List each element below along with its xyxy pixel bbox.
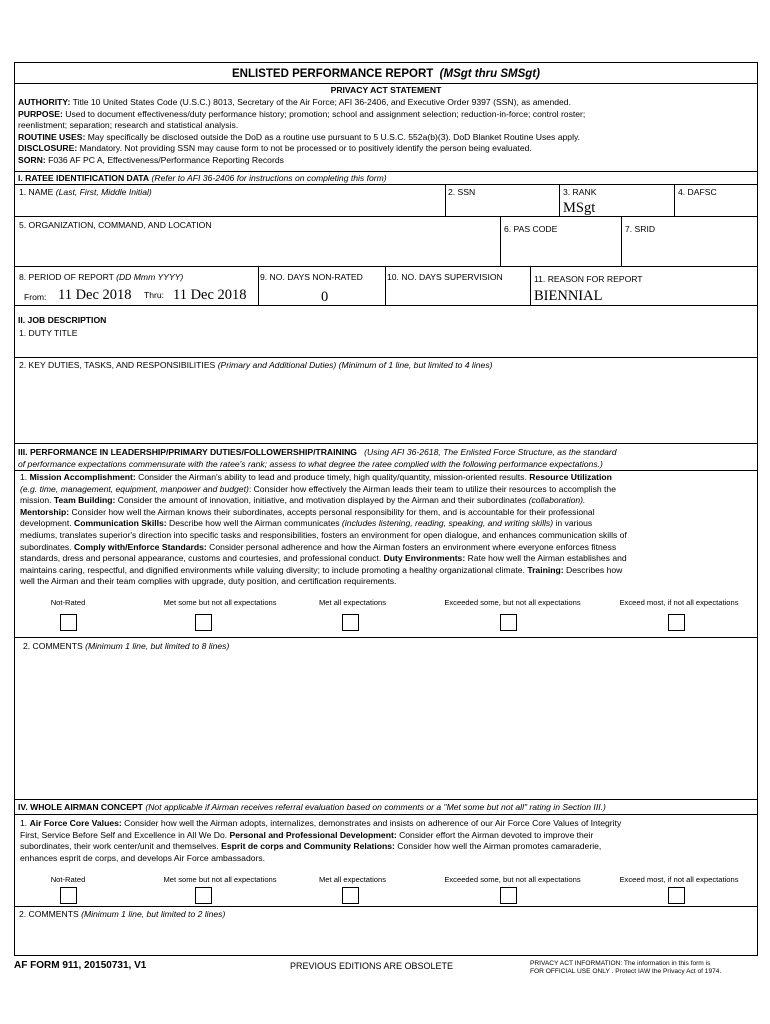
section-4-criteria-line: enhances esprit de corps, and develops Air Force ambassadors. xyxy=(20,852,266,863)
pas-code-label: 6. PAS CODE xyxy=(504,224,558,234)
section-3-criteria-line: standards, dress and personal appearance, customs and courtesies, and professional conduct. Duty Environments: Rate how well the Airman establishes and xyxy=(20,553,627,564)
rating-checkbox-exceed-most[interactable] xyxy=(668,887,685,904)
rating-label-exceeded-some: Exceeded some, but not all expectations xyxy=(444,598,581,607)
rating-checkbox-met-some[interactable] xyxy=(195,614,212,631)
privacy-act-statement xyxy=(15,85,757,165)
privacy-footer xyxy=(530,960,721,976)
non-rated-days-label: 9. NO. DAYS NON-RATED xyxy=(260,272,363,282)
section-3-criteria xyxy=(20,472,756,588)
rating-label-not-rated: Not-Rated xyxy=(50,875,86,884)
from-label: From: xyxy=(24,292,47,302)
rating-label-exceeded-some: Exceeded some, but not all expectations xyxy=(444,875,581,884)
dafsc-label: 4. DAFSC xyxy=(678,187,717,197)
rating-checkbox-met-some[interactable] xyxy=(195,887,212,904)
section-3-criteria-line: subordinates. Comply with/Enforce Standards: Consider personal adherence and how the Airman fosters an environment where everyone enforces fitness xyxy=(20,541,617,552)
privacy-footer-line-2: FOR OFFICIAL USE ONLY . Protect IAW the Privacy Act of 1974. xyxy=(530,968,722,976)
section-4-heading: IV. WHOLE AIRMAN CONCEPT (Not applicable if Airman receives referral evaluation based on comments or a "Met some but not all" rating in Section III.) xyxy=(18,802,606,812)
pas-code-field[interactable] xyxy=(502,235,620,264)
dafsc-field[interactable] xyxy=(676,197,756,214)
rating-checkbox-not-rated[interactable] xyxy=(60,887,77,904)
name-label: 1. NAME (Last, First, Middle Initial) xyxy=(19,187,152,197)
form-title-main: ENLISTED PERFORMANCE REPORT xyxy=(232,68,434,80)
section-3-comments-field[interactable] xyxy=(17,653,755,793)
privacy-footer-line-1: PRIVACY ACT INFORMATION: The information in this form is xyxy=(530,960,711,967)
privacy-heading: PRIVACY ACT STATEMENT xyxy=(330,85,442,95)
section-4-criteria xyxy=(20,818,756,864)
thru-date-value[interactable]: 11 Dec 2018 xyxy=(173,287,247,303)
form-number: AF FORM 911, 20150731, V1 xyxy=(14,960,147,971)
section-3-criteria-line: maintains caring, respectful, and dignified environments while valuing diversity; to include promoting a healthy organizational climate. Training: Describes how xyxy=(20,564,623,575)
reason-value[interactable]: BIENNIAL xyxy=(534,288,603,304)
thru-label: Thru: xyxy=(144,290,165,300)
section-3-criteria-line: (e.g. time, management, equipment, manpower and budget): Consider how effectively the Airman leads their team to utilize their resources to accomplish the xyxy=(20,483,616,494)
rating-checkbox-not-rated[interactable] xyxy=(60,614,77,631)
name-field[interactable] xyxy=(17,197,443,214)
section-1-heading: I. RATEE IDENTIFICATION DATA (Refer to AFI 36-2406 for instructions on completing this form) xyxy=(18,173,387,183)
rating-checkbox-exceeded-some[interactable] xyxy=(500,614,517,631)
srid-label: 7. SRID xyxy=(625,224,656,234)
from-date-value[interactable]: 11 Dec 2018 xyxy=(58,287,132,303)
section-3-criteria-line: Mentorship: Consider how well the Airman knows their subordinates, accepts personal responsibility for them, and is accountable for their professional xyxy=(20,506,595,517)
duty-title-field[interactable] xyxy=(17,339,755,355)
section-3-criteria-line: well the Airman and their team complies with upgrade, duty position, and certification requirements. xyxy=(20,576,397,587)
rating-label-met-all: Met all expectations xyxy=(318,875,387,884)
key-duties-label: 2. KEY DUTIES, TASKS, AND RESPONSIBILITIES (Primary and Additional Duties) (Minimum of 1 line, but limited to 4 lines) xyxy=(19,360,493,370)
routine-uses-line: ROUTINE USES: May specifically be disclosed outside the DoD as a routine use pursuant to 5 U.S.C. 552a(b)(3). DoD Blanket Routine Uses apply. xyxy=(18,131,581,142)
disclosure-line: DISCLOSURE: Mandatory. Not providing SSN may cause form to not be processed or to positively identify the person being evaluated. xyxy=(18,143,532,154)
rank-value[interactable]: MSgt xyxy=(563,200,596,216)
supervision-days-field[interactable] xyxy=(387,284,528,303)
rating-checkbox-exceed-most[interactable] xyxy=(668,614,685,631)
section-4-comments-field[interactable] xyxy=(17,921,755,953)
organization-field[interactable] xyxy=(17,231,497,264)
rating-label-exceed-most: Exceed most, if not all expectations xyxy=(619,875,739,884)
section-3-heading-cont: of performance expectations commensurate with the ratee's rank; assess to what degree the ratee complied with the following performance expectations.) xyxy=(18,459,603,469)
duty-title-label: 1. DUTY TITLE xyxy=(19,328,78,338)
rating-label-met-all: Met all expectations xyxy=(318,598,387,607)
period-label: 8. PERIOD OF REPORT (DD Mmm YYYY) xyxy=(19,272,184,282)
non-rated-days-value[interactable]: 0 xyxy=(321,289,329,305)
ssn-field[interactable] xyxy=(447,197,557,214)
rating-label-met-some: Met some but not all expectations xyxy=(163,875,277,884)
organization-label: 5. ORGANIZATION, COMMAND, AND LOCATION xyxy=(19,220,212,230)
authority-line: AUTHORITY: Title 10 United States Code (U.S.C.) 8013, Secretary of the Air Force; AFI 36-2406, and Executive Order 9397 (SSN), as amended. xyxy=(18,97,571,107)
form-title xyxy=(15,67,757,81)
section-3-heading: III. PERFORMANCE IN LEADERSHIP/PRIMARY DUTIES/FOLLOWERSHIP/TRAINING (Using AFI 36-2618, The Enlisted Force Structure, as the standard xyxy=(18,447,617,457)
rank-label: 3. RANK xyxy=(563,187,597,197)
section-3-criteria-line: mission. Team Building: Consider the amount of innovation, initiative, and motivation displayed by the Airman and their subordinates (collaboration). xyxy=(20,495,586,506)
section-4-comments-label: 2. COMMENTS (Minimum 1 line, but limited to 2 lines) xyxy=(19,909,226,919)
obsolete-notice: PREVIOUS EDITIONS ARE OBSOLETE xyxy=(290,961,454,971)
section-4-criteria-line: subordinates, their work center/unit and themselves. Esprit de corps and Community Relations: Consider how well the Airman promotes camaraderie, xyxy=(20,841,602,852)
ssn-label: 2. SSN xyxy=(448,187,476,197)
rating-checkbox-met-all[interactable] xyxy=(342,887,359,904)
purpose-line-2: reenlistment; separation; research and statistical analysis. xyxy=(18,120,239,131)
form-title-grade: (MSgt thru SMSgt) xyxy=(439,68,540,80)
rating-label-not-rated: Not-Rated xyxy=(50,598,86,607)
section-3-criteria-line: development. Communication Skills: Describe how well the Airman communicates (includes listening, reading, speaking, and writing skills) in various xyxy=(20,518,593,529)
rating-label-exceed-most: Exceed most, if not all expectations xyxy=(619,598,739,607)
performance-report-form xyxy=(14,62,758,956)
srid-field[interactable] xyxy=(623,235,755,264)
purpose-line: PURPOSE: Used to document effectiveness/duty performance history; promotion; school and assignment selection; reduction-in-force; control roster; xyxy=(18,108,586,119)
key-duties-field[interactable] xyxy=(17,372,755,440)
section-3-comments-label: 2. COMMENTS (Minimum 1 line, but limited to 8 lines) xyxy=(23,641,230,651)
section-3-criteria-line: 1. Mission Accomplishment: Consider the Airman's ability to lead and produce timely, high quality/quantity, mission-oriented results. Resource Utilization xyxy=(20,472,612,482)
rating-checkbox-exceeded-some[interactable] xyxy=(500,887,517,904)
supervision-days-label: 10. NO. DAYS SUPERVISION xyxy=(387,272,503,282)
sorn-line: SORN: F036 AF PC A, Effectiveness/Performance Reporting Records xyxy=(18,155,284,165)
reason-label: 11. REASON FOR REPORT xyxy=(534,274,643,284)
section-4-criteria-line: 1. Air Force Core Values: Consider how well the Airman adopts, internalizes, demonstrates and insists on adherence of our Air Force Core Values of Integrity xyxy=(20,818,622,828)
section-2-heading: II. JOB DESCRIPTION xyxy=(18,315,107,325)
rating-label-met-some: Met some but not all expectations xyxy=(163,598,277,607)
rating-checkbox-met-all[interactable] xyxy=(342,614,359,631)
section-3-criteria-line: mediums, translates superior's direction into specific tasks and responsibilities, fosters an environment for open dialogue, and enhances communication skills of xyxy=(20,529,627,540)
section-4-criteria-line: First, Service Before Self and Excellence in All We Do. Personal and Professional Development: Consider effort the Airman devoted to improve their xyxy=(20,829,594,840)
